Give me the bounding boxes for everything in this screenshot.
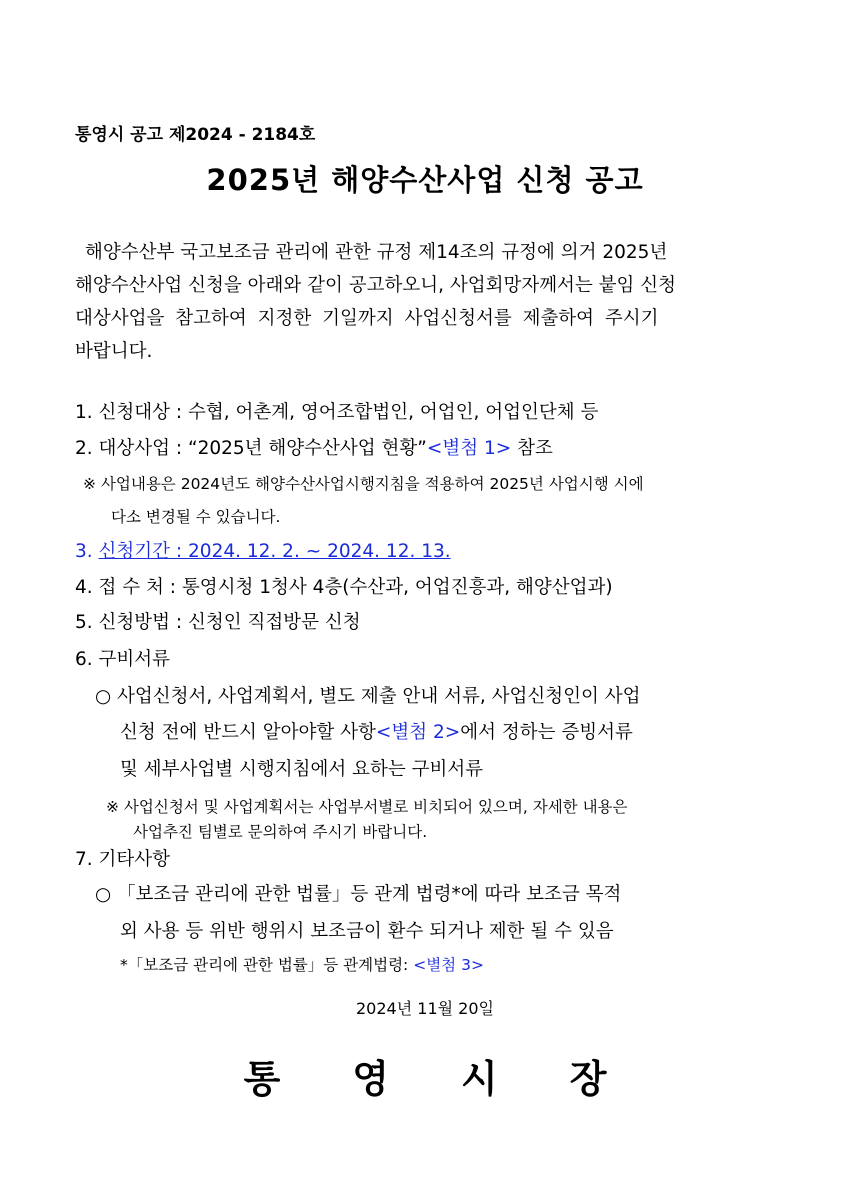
intro-paragraph — [75, 236, 780, 368]
page-title: 2025년 해양수산사업 신청 공고 — [206, 163, 644, 197]
item-2-note-line2: 다소 변경될 수 있습니다. — [111, 508, 281, 526]
intro-line: 해양수산부 국고보조금 관리에 관한 규정 제14조의 규정에 의거 2025년 — [85, 242, 668, 263]
item-6-line3: 및 세부사업별 시행지침에서 요하는 구비서류 — [120, 759, 484, 780]
issuer-mayor: 통영시장 — [243, 1057, 679, 1101]
item-3-application-period — [75, 537, 451, 563]
item-1-applicants: 1. 신청대상 : 수협, 어촌계, 영어조합법인, 어업인, 어업인단체 등 — [75, 402, 599, 423]
item-7-note-text: *「보조금 관리에 관한 법률」등 관계법령: — [120, 956, 414, 974]
item-7-line1: ○ 「보조금 관리에 관한 법률」등 관계 법령*에 따라 보조금 목적 — [95, 884, 622, 905]
notice-number: 통영시 공고 제2024 - 2184호 — [75, 125, 316, 145]
item-6-line2-suffix: 에서 정하는 증빙서류 — [460, 722, 633, 743]
item-2-note-line1: ※ 사업내용은 2024년도 해양수산사업시행지침을 적용하여 2025년 사업시행 시에 — [83, 475, 644, 493]
item-6-note-line2: 사업추진 팀별로 문의하여 주시기 바랍니다. — [133, 823, 428, 841]
item-3-text: 신청기간 : 2024. 12. 2. ~ 2024. 12. 13. — [98, 541, 451, 562]
item-2-target-projects — [75, 434, 553, 460]
notice-date: 2024년 11월 20일 — [356, 999, 494, 1018]
item-4-reception: 4. 접 수 처 : 통영시청 1청사 4층(수산과, 어업진흥과, 해양산업과) — [75, 577, 613, 598]
item-6-line1: ○ 사업신청서, 사업계획서, 별도 제출 안내 서류, 사업신청인이 사업 — [95, 686, 641, 707]
item-7-other: 7. 기타사항 — [75, 849, 171, 870]
item-3-number: 3. — [75, 541, 99, 562]
attachment-2-ref: <별첨 2> — [375, 722, 461, 743]
attachment-1-ref: <별첨 1> — [426, 438, 512, 459]
item-6-note-line1: ※ 사업신청서 및 사업계획서는 사업부서별로 비치되어 있으며, 자세한 내용은 — [106, 798, 628, 816]
attachment-3-ref: <별첨 3> — [413, 956, 484, 974]
intro-line: 대상사업을 참고하여 지정한 기일까지 사업신청서를 제출하여 주시기 — [75, 308, 659, 329]
item-2-text: 2. 대상사업 : “2025년 해양수산사업 현황” — [75, 438, 427, 459]
item-7-note — [120, 953, 484, 975]
item-2-suffix: 참조 — [511, 438, 553, 459]
item-6-line2-text: 신청 전에 반드시 알아야할 사항 — [120, 722, 376, 743]
item-5-method: 5. 신청방법 : 신청인 직접방문 신청 — [75, 612, 361, 633]
item-6-line2 — [120, 718, 633, 744]
item-7-line2: 외 사용 등 위반 행위시 보조금이 환수 되거나 제한 될 수 있음 — [120, 921, 614, 942]
intro-line: 바랍니다. — [75, 341, 153, 362]
item-6-documents: 6. 구비서류 — [75, 649, 171, 670]
intro-line: 해양수산사업 신청을 아래와 같이 공고하오니, 사업회망자께서는 붙임 신청 — [75, 275, 677, 296]
